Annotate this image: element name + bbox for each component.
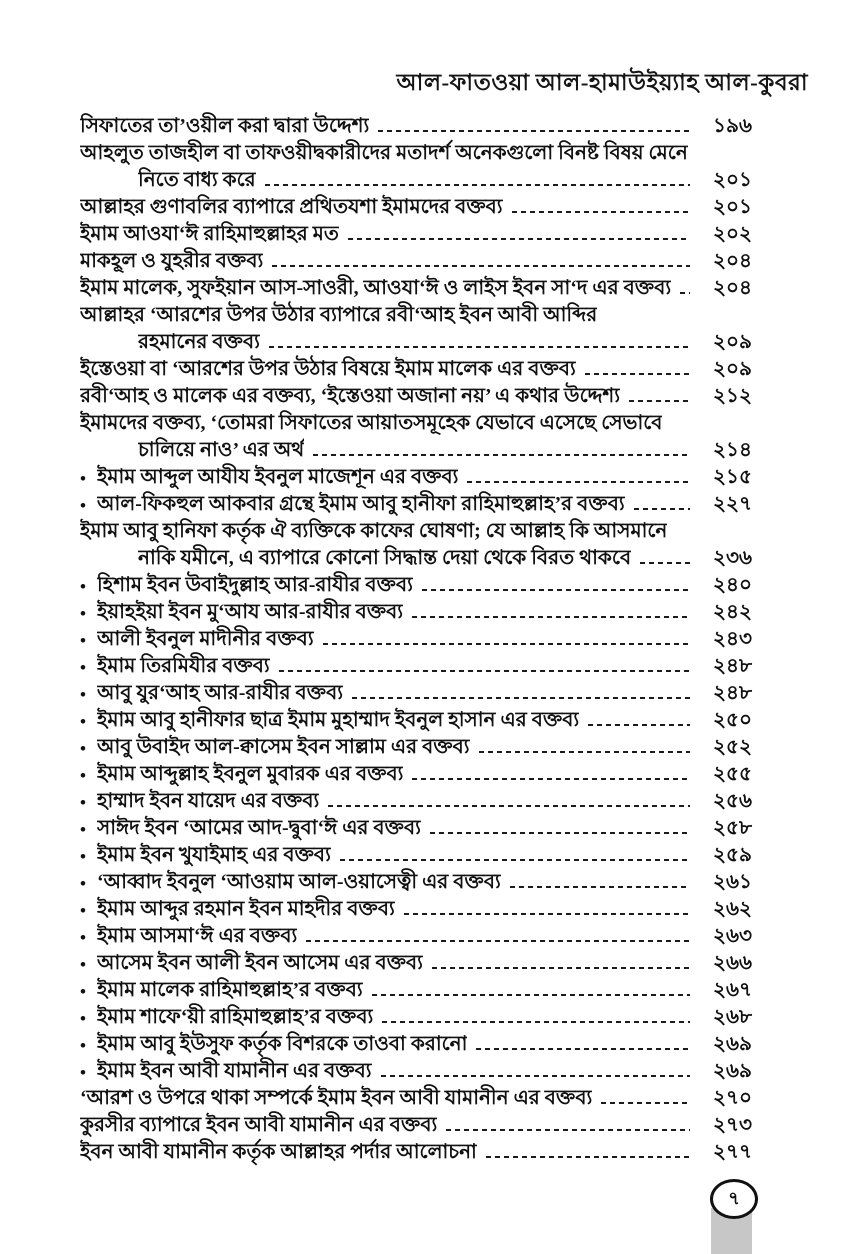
toc-entry-page: ২৬৩: [712, 925, 752, 947]
toc-entry-title: নিতে বাধ্য করে: [138, 169, 256, 191]
toc-entry-title: ইমাম মালেক রাহিমাহুল্লাহ’র বক্তব্য: [97, 979, 363, 1001]
toc-entry-page: ২০১: [713, 169, 752, 191]
toc-entry-title: ইমাম ইবন আবী যামানীন এর বক্তব্য: [97, 1060, 372, 1082]
toc-row: [80, 1032, 752, 1059]
toc-entry-title: ইমাম মালেক, সুফইয়ান আস-সাওরী, আওযা‘ঈ ও লাইস ইবন সা‘দ এর বক্তব্য: [80, 277, 672, 299]
bullet-icon: •: [80, 901, 86, 920]
toc-row: [80, 1059, 752, 1086]
toc-entry-title: ইয়াহইয়া ইবন মু‘আয আর-রাযীর বক্তব্য: [97, 601, 404, 623]
bullet-icon: •: [80, 1009, 86, 1028]
toc-entry-page: ২১২: [713, 385, 752, 407]
toc-entry-title: রহমানের বক্তব্য: [138, 331, 260, 353]
toc-row: [80, 357, 752, 384]
dotted-leader: [323, 643, 690, 645]
dotted-leader: [306, 940, 690, 942]
toc-entry-title: ইমাম আব্দুর রহমান ইবন মাহদীর বক্তব্য: [97, 898, 395, 920]
toc-entry-page: ২৪৩: [713, 628, 752, 650]
bullet-icon: •: [80, 874, 86, 893]
toc-entry-title: ইমাম আব্দুল্লাহ ইবনুল মুবারক এর বক্তব্য: [97, 763, 404, 785]
dotted-leader: [432, 967, 690, 969]
dotted-leader: [476, 1048, 690, 1050]
toc-row: [80, 303, 752, 330]
bullet-icon: •: [80, 955, 86, 974]
toc-entry-title: ইমাম ইবন খুযাইমাহ এর বক্তব্য: [97, 844, 331, 866]
dotted-leader: [382, 1021, 690, 1023]
toc-entry-title: আল্লাহর গুণাবলির ব্যাপারে প্রথিতযশা ইমামদের বক্তব্য: [80, 196, 503, 218]
dotted-leader: [486, 1156, 690, 1158]
toc-row: [80, 222, 752, 249]
toc-row: [80, 438, 752, 465]
toc-entry-page: ২৫৫: [713, 763, 752, 785]
dotted-leader: [629, 400, 690, 402]
toc-entry-title: চালিয়ে নাও’ এর অর্থ: [138, 439, 305, 461]
bullet-icon: •: [80, 1063, 86, 1082]
toc-entry-title: আবু উবাইদ আল-ক্বাসেম ইবন সাল্লাম এর বক্তব্য: [97, 736, 470, 758]
toc-entry-page: ২০৯: [713, 331, 752, 353]
dotted-leader: [467, 481, 690, 483]
toc-entry-title: হাম্মাদ ইবন যায়েদ এর বক্তব্য: [97, 790, 320, 812]
toc-row: [80, 465, 752, 492]
toc-entry-page: ১৯৬: [713, 115, 752, 137]
page-header-title: আল-ফাতওয়া আল-হামাউইয়্যাহ আল-কুবরা: [396, 70, 808, 95]
bullet-icon: •: [80, 658, 86, 677]
bullet-icon: •: [80, 631, 86, 650]
bullet-icon: •: [80, 793, 86, 812]
toc-entry-title: আল্লাহর ‘আরশের উপর উঠার ব্যাপারে রবী‘আহ ইবন আবী আব্দির: [80, 304, 598, 326]
bullet-icon: •: [80, 739, 86, 758]
toc-row: [80, 492, 752, 519]
dotted-leader: [634, 508, 690, 510]
dotted-leader: [313, 454, 690, 456]
toc-list: [80, 114, 752, 1167]
toc-row: [80, 843, 752, 870]
dotted-leader: [430, 832, 690, 834]
toc-entry-page: ২৫০: [713, 709, 752, 731]
toc-row: [80, 195, 752, 222]
dotted-leader: [588, 724, 690, 726]
toc-row: [80, 1086, 752, 1113]
toc-entry-page: ২৫৬: [713, 790, 752, 812]
toc-entry-page: ২৫৮: [713, 817, 752, 839]
toc-row: [80, 411, 752, 438]
toc-entry-title: ইমামদের বক্তব্য, ‘তোমরা সিফাতের আয়াতসমূহেক যেভাবে এসেছে সেভাবে: [80, 412, 663, 434]
toc-entry-title: আলী ইবনুল মাদীনীর বক্তব্য: [97, 628, 314, 650]
dotted-leader: [404, 913, 690, 915]
toc-row: [80, 276, 752, 303]
dotted-leader: [279, 670, 690, 672]
dotted-leader: [422, 589, 690, 591]
bullet-icon: •: [80, 982, 86, 1001]
bullet-icon: •: [80, 766, 86, 785]
toc-entry-page: ২০৪: [713, 250, 752, 272]
toc-row: [80, 681, 752, 708]
toc-row: [80, 114, 752, 141]
bullet-icon: •: [80, 820, 86, 839]
toc-row: [80, 1140, 752, 1167]
toc-entry-title: ইমাম আবু ইউসুফ কর্তৃক বিশরকে তাওবা করানো: [97, 1033, 468, 1055]
toc-entry-page: ২০১: [713, 196, 752, 218]
toc-entry-page: ২৭০: [712, 1087, 752, 1109]
toc-entry-title: ইমাম আবু হানিফা কর্তৃক ঐ ব্যক্তিকে কাফের ঘোষণা; যে আল্লাহ কি আসমানে: [80, 520, 668, 542]
bullet-icon: •: [80, 685, 86, 704]
toc-row: [80, 816, 752, 843]
toc-entry-title: ইবন আবী যামানীন কর্তৃক আল্লাহর পর্দার আলোচনা: [80, 1141, 477, 1163]
toc-entry-page: ২৬২: [712, 898, 752, 920]
toc-entry-page: ২৬১: [713, 871, 752, 893]
dotted-leader: [328, 805, 690, 807]
bullet-icon: •: [80, 1036, 86, 1055]
dotted-leader: [640, 562, 690, 564]
toc-entry-page: ২৭৭: [712, 1141, 752, 1163]
toc-entry-title: ইমাম আবু হানীফার ছাত্র ইমাম মুহাম্মাদ ইবনুল হাসান এর বক্তব্য: [97, 709, 580, 731]
toc-entry-title: ইমাম আসমা‘ঈ এর বক্তব্য: [97, 925, 298, 947]
dotted-leader: [680, 292, 690, 294]
toc-entry-page: ২২৭: [712, 493, 752, 515]
dotted-leader: [378, 130, 690, 132]
toc-row: [80, 627, 752, 654]
toc-entry-title: কুরসীর ব্যাপারে ইবন আবী যামানীন এর বক্তব্য: [80, 1114, 438, 1136]
toc-entry-title: মাকহূল ও যুহরীর বক্তব্য: [80, 250, 264, 272]
toc-row: [80, 654, 752, 681]
toc-entry-page: ২০৯: [713, 358, 752, 380]
toc-entry-title: সিফাতের তা’ওয়ীল করা দ্বারা উদ্দেশ্য: [80, 115, 370, 137]
toc-row: [80, 384, 752, 411]
toc-entry-page: ২৬৬: [712, 952, 752, 974]
bullet-icon: •: [80, 847, 86, 866]
toc-entry-page: ২৫২: [713, 736, 752, 758]
toc-entry-title: ইমাম শাফে‘য়ী রাহিমাহুল্লাহ’র বক্তব্য: [97, 1006, 374, 1028]
toc-row: [80, 789, 752, 816]
dotted-leader: [381, 1075, 690, 1077]
toc-entry-title: হিশাম ইবন উবাইদুল্লাহ আর-রাযীর বক্তব্য: [97, 574, 413, 596]
toc-entry-page: ২৬৯: [713, 1060, 752, 1082]
toc-entry-page: ২৪৮: [713, 682, 752, 704]
toc-entry-title: নাকি যমীনে, এ ব্যাপারে কোনো সিদ্ধান্ত দেয়া থেকে বিরত থাকবে: [138, 547, 632, 569]
dotted-leader: [510, 886, 690, 888]
toc-row: [80, 546, 752, 573]
page-number-badge: [710, 1179, 758, 1219]
dotted-leader: [479, 751, 690, 753]
toc-entry-page: ২৫৯: [713, 844, 752, 866]
toc-entry-page: ২১৫: [713, 466, 752, 488]
toc-entry-title: ইমাম আব্দুল আযীয ইবনুল মাজেশূন এর বক্তব্য: [97, 466, 459, 488]
dotted-leader: [272, 265, 690, 267]
toc-row: [80, 168, 752, 195]
toc-row: [80, 519, 752, 546]
dotted-leader: [352, 697, 690, 699]
toc-entry-title: আল-ফিকহুল আকবার গ্রন্থে ইমাম আবু হানীফা রাহিমাহুল্লাহ’র বক্তব্য: [97, 493, 625, 515]
toc-row: [80, 330, 752, 357]
dotted-leader: [446, 1129, 690, 1131]
toc-row: [80, 600, 752, 627]
toc-entry-title: রবী‘আহ ও মালেক এর বক্তব্য, ‘ইস্তেওয়া অজানা নয়’ এ কথার উদ্দেশ্য: [80, 385, 621, 407]
toc-entry-title: আবু যুর‘আহ আর-রাযীর বক্তব্য: [97, 682, 344, 704]
dotted-leader: [512, 211, 690, 213]
dotted-leader: [585, 373, 690, 375]
toc-row: [80, 924, 752, 951]
toc-entry-page: ২৪২: [713, 601, 752, 623]
toc-entry-title: ইমাম তিরমিযীর বক্তব্য: [97, 655, 270, 677]
toc-entry-page: ২৭৩: [712, 1114, 752, 1136]
bullet-icon: •: [80, 469, 86, 488]
toc-entry-page: ২০২: [712, 223, 752, 245]
toc-entry-title: ‘আরশ ও উপরে থাকা সম্পর্কে ইমাম ইবন আবী যামানীন এর বক্তব্য: [80, 1087, 593, 1109]
toc-entry-page: ২০৪: [713, 277, 752, 299]
toc-row: [80, 1113, 752, 1140]
dotted-leader: [340, 859, 690, 861]
toc-entry-page: ২৬৮: [713, 1006, 752, 1028]
toc-row: [80, 951, 752, 978]
bullet-icon: •: [80, 604, 86, 623]
dotted-leader: [348, 238, 690, 240]
toc-entry-page: ২৬৯: [713, 1033, 752, 1055]
toc-entry-page: ২৪০: [713, 574, 752, 596]
dotted-leader: [265, 184, 690, 186]
toc-row: [80, 897, 752, 924]
toc-entry-title: ‘আব্বাদ ইবনুল ‘আওয়াম আল-ওয়াসেত্বী এর বক্তব্য: [97, 871, 501, 893]
dotted-leader: [412, 616, 690, 618]
toc-row: [80, 735, 752, 762]
toc-row: [80, 1005, 752, 1032]
dotted-leader: [412, 778, 690, 780]
toc-entry-page: ২১৪: [713, 439, 752, 461]
toc-entry-page: ২৪৮: [713, 655, 752, 677]
bullet-icon: •: [80, 928, 86, 947]
dotted-leader: [269, 346, 690, 348]
toc-entry-page: ২৩৬: [712, 547, 752, 569]
toc-row: [80, 762, 752, 789]
bullet-icon: •: [80, 712, 86, 731]
toc-entry-page: ২৬৭: [712, 979, 752, 1001]
bullet-icon: •: [80, 496, 86, 515]
dotted-leader: [372, 994, 690, 996]
toc-row: [80, 141, 752, 168]
toc-row: [80, 573, 752, 600]
toc-row: [80, 978, 752, 1005]
dotted-leader: [601, 1102, 690, 1104]
bullet-icon: •: [80, 577, 86, 596]
page-number: ৭: [728, 1187, 740, 1208]
toc-row: [80, 870, 752, 897]
toc-entry-title: আহলুত তাজহীল বা তাফওয়ীদ্বকারীদের মতাদর্শ অনেকগুলো বিনষ্ট বিষয় মেনে: [80, 142, 688, 164]
toc-row: [80, 249, 752, 276]
toc-row: [80, 708, 752, 735]
toc-entry-title: ইমাম আওযা‘ঈ রাহিমাহুল্লাহর মত: [80, 223, 339, 245]
toc-entry-title: ইস্তেওয়া বা ‘আরশের উপর উঠার বিষয়ে ইমাম মালেক এর বক্তব্য: [80, 358, 576, 380]
toc-entry-title: সাঈদ ইবন ‘আমের আদ-দ্বুবা‘ঈ এর বক্তব্য: [97, 817, 421, 839]
toc-entry-title: আসেম ইবন আলী ইবন আসেম এর বক্তব্য: [97, 952, 423, 974]
